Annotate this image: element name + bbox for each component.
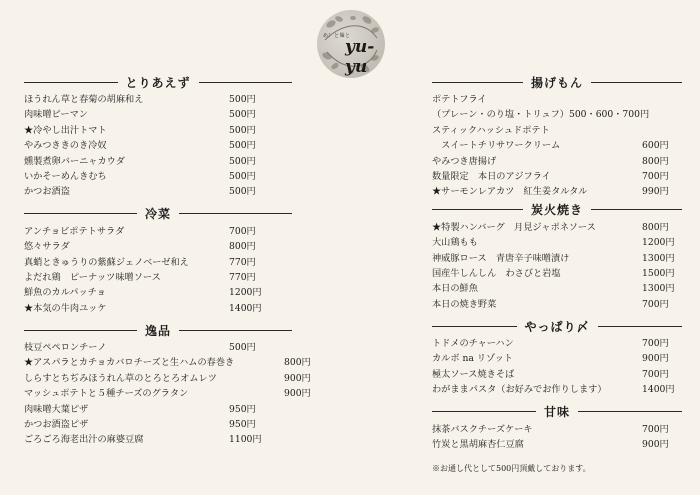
menu-section-sumibiyaki <box>432 200 682 312</box>
menu-section-shime <box>432 316 682 398</box>
item-price: 500円 <box>229 342 256 354</box>
menu-item <box>432 336 682 351</box>
item-name: わがままパスタ（お好みでお作りします） <box>432 384 607 396</box>
menu-section-toriaezu <box>24 72 292 200</box>
left-menu-column <box>24 72 311 448</box>
item-price: 900円 <box>642 439 669 451</box>
item-price: 700円 <box>642 338 669 350</box>
heading-rule <box>432 82 523 83</box>
item-price: 900円 <box>284 372 311 384</box>
item-name: 鮮魚のカルパッチョ <box>24 287 106 299</box>
menu-item <box>24 107 292 122</box>
item-name: ★本気の牛肉ユッケ <box>24 302 107 314</box>
restaurant-logo <box>317 10 385 78</box>
heading-rule <box>591 209 682 210</box>
item-name: やみつききのき冷奴 <box>24 140 107 152</box>
menu-item <box>432 154 682 169</box>
menu-section-reisai <box>24 204 292 316</box>
item-price: 500円 <box>229 155 256 167</box>
menu-item <box>432 235 682 250</box>
heading-rule <box>24 330 137 331</box>
heading-rule <box>24 213 137 214</box>
heading-rule <box>24 82 118 83</box>
section-heading <box>432 316 682 336</box>
item-price: 700円 <box>642 423 669 435</box>
menu-item <box>432 107 682 122</box>
heading-rule <box>179 330 292 331</box>
menu-item <box>24 340 292 355</box>
item-price: 1200円 <box>642 237 675 249</box>
item-price: 950円 <box>229 403 256 415</box>
item-name: 悠々サラダ <box>24 241 70 253</box>
item-price: 500円 <box>229 109 256 121</box>
menu-section-ippin <box>24 320 311 448</box>
menu-item <box>432 437 682 452</box>
item-name: やみつき唐揚げ <box>432 155 497 167</box>
menu-item <box>24 270 292 285</box>
item-name: ★サーモンレアカツ 紅生姜タルタル <box>432 186 588 198</box>
item-name: カルボ na リゾット <box>432 353 513 365</box>
item-name: かつお酒盗 <box>24 186 70 198</box>
menu-item <box>24 92 292 107</box>
heading-rule <box>179 213 292 214</box>
item-name: マッシュポテトと５種チーズのグラタン <box>24 388 189 400</box>
item-price: 800円 <box>284 357 311 369</box>
menu-item <box>24 371 311 386</box>
item-price: 700円 <box>642 170 669 182</box>
item-price: 1100円 <box>229 434 262 446</box>
item-price: 770円 <box>229 256 256 268</box>
menu-item <box>432 92 682 107</box>
item-price: 1300円 <box>642 252 675 264</box>
menu-item <box>24 184 292 199</box>
item-name: よだれ鶏 ピーナッツ味噌ソース <box>24 271 161 283</box>
menu-item <box>24 285 292 300</box>
item-price: 900円 <box>642 353 669 365</box>
item-name: 肉味噌大葉ピザ <box>24 403 89 415</box>
heading-rule <box>578 411 682 412</box>
menu-item <box>24 123 292 138</box>
menu-item <box>432 281 682 296</box>
item-name: ごろごろ海老出汁の麻婆豆腐 <box>24 434 144 446</box>
menu-item <box>24 301 292 316</box>
menu-item <box>432 367 682 382</box>
menu-item <box>24 386 311 401</box>
heading-rule <box>432 326 517 327</box>
item-name: ★冷やし出汁トマト <box>24 124 107 136</box>
item-name: スティックハッシュドポテト <box>432 124 550 136</box>
item-price: 1400円 <box>229 302 262 314</box>
menu-item <box>24 255 292 270</box>
item-name: 本日の鮮魚 <box>432 283 478 295</box>
item-name: ポテトフライ <box>432 94 487 105</box>
menu-item <box>432 169 682 184</box>
item-price: 500円 <box>229 124 256 136</box>
item-price: 600円 <box>642 140 669 152</box>
item-price: 770円 <box>229 271 256 283</box>
item-price: 700円 <box>229 225 256 237</box>
item-name: 極太ソース焼きそば <box>432 368 515 380</box>
item-price: 800円 <box>229 241 256 253</box>
item-price: 500円 <box>229 94 256 105</box>
item-name: 抹茶バスクチーズケーキ <box>432 423 533 435</box>
menu-section-amami <box>432 402 682 453</box>
section-title: とりあえず <box>125 75 191 90</box>
section-title: 揚げもん <box>531 75 584 90</box>
item-name: 本日の焼き野菜 <box>432 298 497 310</box>
section-title: 甘味 <box>544 405 571 420</box>
menu-item <box>432 251 682 266</box>
heading-rule <box>591 82 682 83</box>
heading-rule <box>199 82 293 83</box>
section-heading <box>24 204 292 224</box>
item-name: かつお酒盗ピザ <box>24 419 89 431</box>
heading-rule <box>432 209 523 210</box>
menu-item <box>24 402 292 417</box>
heading-rule <box>598 326 683 327</box>
item-name: いかそーめんきむち <box>24 170 107 182</box>
section-title: やっぱり〆 <box>524 319 590 334</box>
menu-item <box>432 266 682 281</box>
item-name: アンチョビポテトサラダ <box>24 225 125 237</box>
section-title: 逸品 <box>145 323 172 338</box>
menu-item <box>24 355 311 370</box>
item-price: 900円 <box>284 388 311 400</box>
item-price: 700円 <box>642 368 669 380</box>
item-name: ★アスパラとカチョカバロチーズと生ハムの春巻き <box>24 357 235 369</box>
item-price: 500円 <box>229 140 256 152</box>
heading-rule <box>432 411 536 412</box>
item-name: 国産牛しんしん わさびと岩塩 <box>432 267 561 279</box>
section-heading <box>432 200 682 220</box>
item-name: スイートチリサワークリーム <box>432 140 561 152</box>
item-price: 700円 <box>642 298 669 310</box>
menu-item <box>432 138 682 153</box>
menu-item <box>24 417 292 432</box>
item-name: ほうれん草と春菊の胡麻和え <box>24 94 144 105</box>
item-name: 神威豚ロース 青唐辛子味噌漬け <box>432 252 570 264</box>
menu-item <box>24 432 292 447</box>
item-name: 燻製煮卵バーニャカウダ <box>24 155 125 167</box>
logo-wordmark: yu-yu <box>345 37 375 77</box>
menu-item <box>432 123 682 138</box>
item-price: 950円 <box>229 419 256 431</box>
item-price: 1500円 <box>642 267 675 279</box>
item-price: 990円 <box>642 186 669 198</box>
menu-item <box>24 224 292 239</box>
item-name: 肉味噌ピーマン <box>24 109 88 121</box>
item-name: トドメのチャーハン <box>432 338 514 350</box>
item-name: しらすとちぢみほうれん草のとろとろオムレツ <box>24 372 217 384</box>
menu-item <box>432 351 682 366</box>
section-heading <box>24 72 292 92</box>
section-heading <box>432 402 682 422</box>
menu-item <box>432 422 682 437</box>
menu-item <box>432 382 682 397</box>
item-price: 500円 <box>229 170 256 182</box>
item-price: 800円 <box>642 221 669 233</box>
menu-item <box>24 239 292 254</box>
item-name: ★特製ハンバーグ 月見ジャポネソース <box>432 221 596 233</box>
menu-item <box>432 297 682 312</box>
item-price: 500円 <box>229 186 256 198</box>
menu-item <box>24 169 292 184</box>
menu-section-agemon <box>432 72 682 200</box>
logo-small-text: め！と麺と <box>323 33 351 39</box>
section-title: 炭火焼き <box>531 203 584 218</box>
menu-item <box>24 138 292 153</box>
item-price: 800円 <box>642 155 669 167</box>
footer-note: ※お通し代として500円頂戴しております。 <box>432 464 591 473</box>
item-name: 大山鶏もも <box>432 237 478 249</box>
item-name: （プレーン・のり塩・トリュフ）500・600・700円 <box>432 109 650 121</box>
section-heading <box>24 320 292 340</box>
item-name: 竹炭と黒胡麻杏仁豆腐 <box>432 439 524 451</box>
item-name: 真蛸ときゅうりの紫蘇ジェノベーゼ和え <box>24 256 189 268</box>
item-price: 1300円 <box>642 283 675 295</box>
right-menu-column <box>432 72 682 452</box>
menu-item <box>432 184 682 199</box>
menu-item <box>432 220 682 235</box>
menu-item <box>24 154 292 169</box>
item-price: 1200円 <box>229 287 262 299</box>
item-price: 1400円 <box>642 384 675 396</box>
item-name: 枝豆ペペロンチーノ <box>24 342 107 354</box>
section-title: 冷菜 <box>145 207 172 222</box>
item-name: 数量限定 本日のアジフライ <box>432 170 551 182</box>
section-heading <box>432 72 682 92</box>
